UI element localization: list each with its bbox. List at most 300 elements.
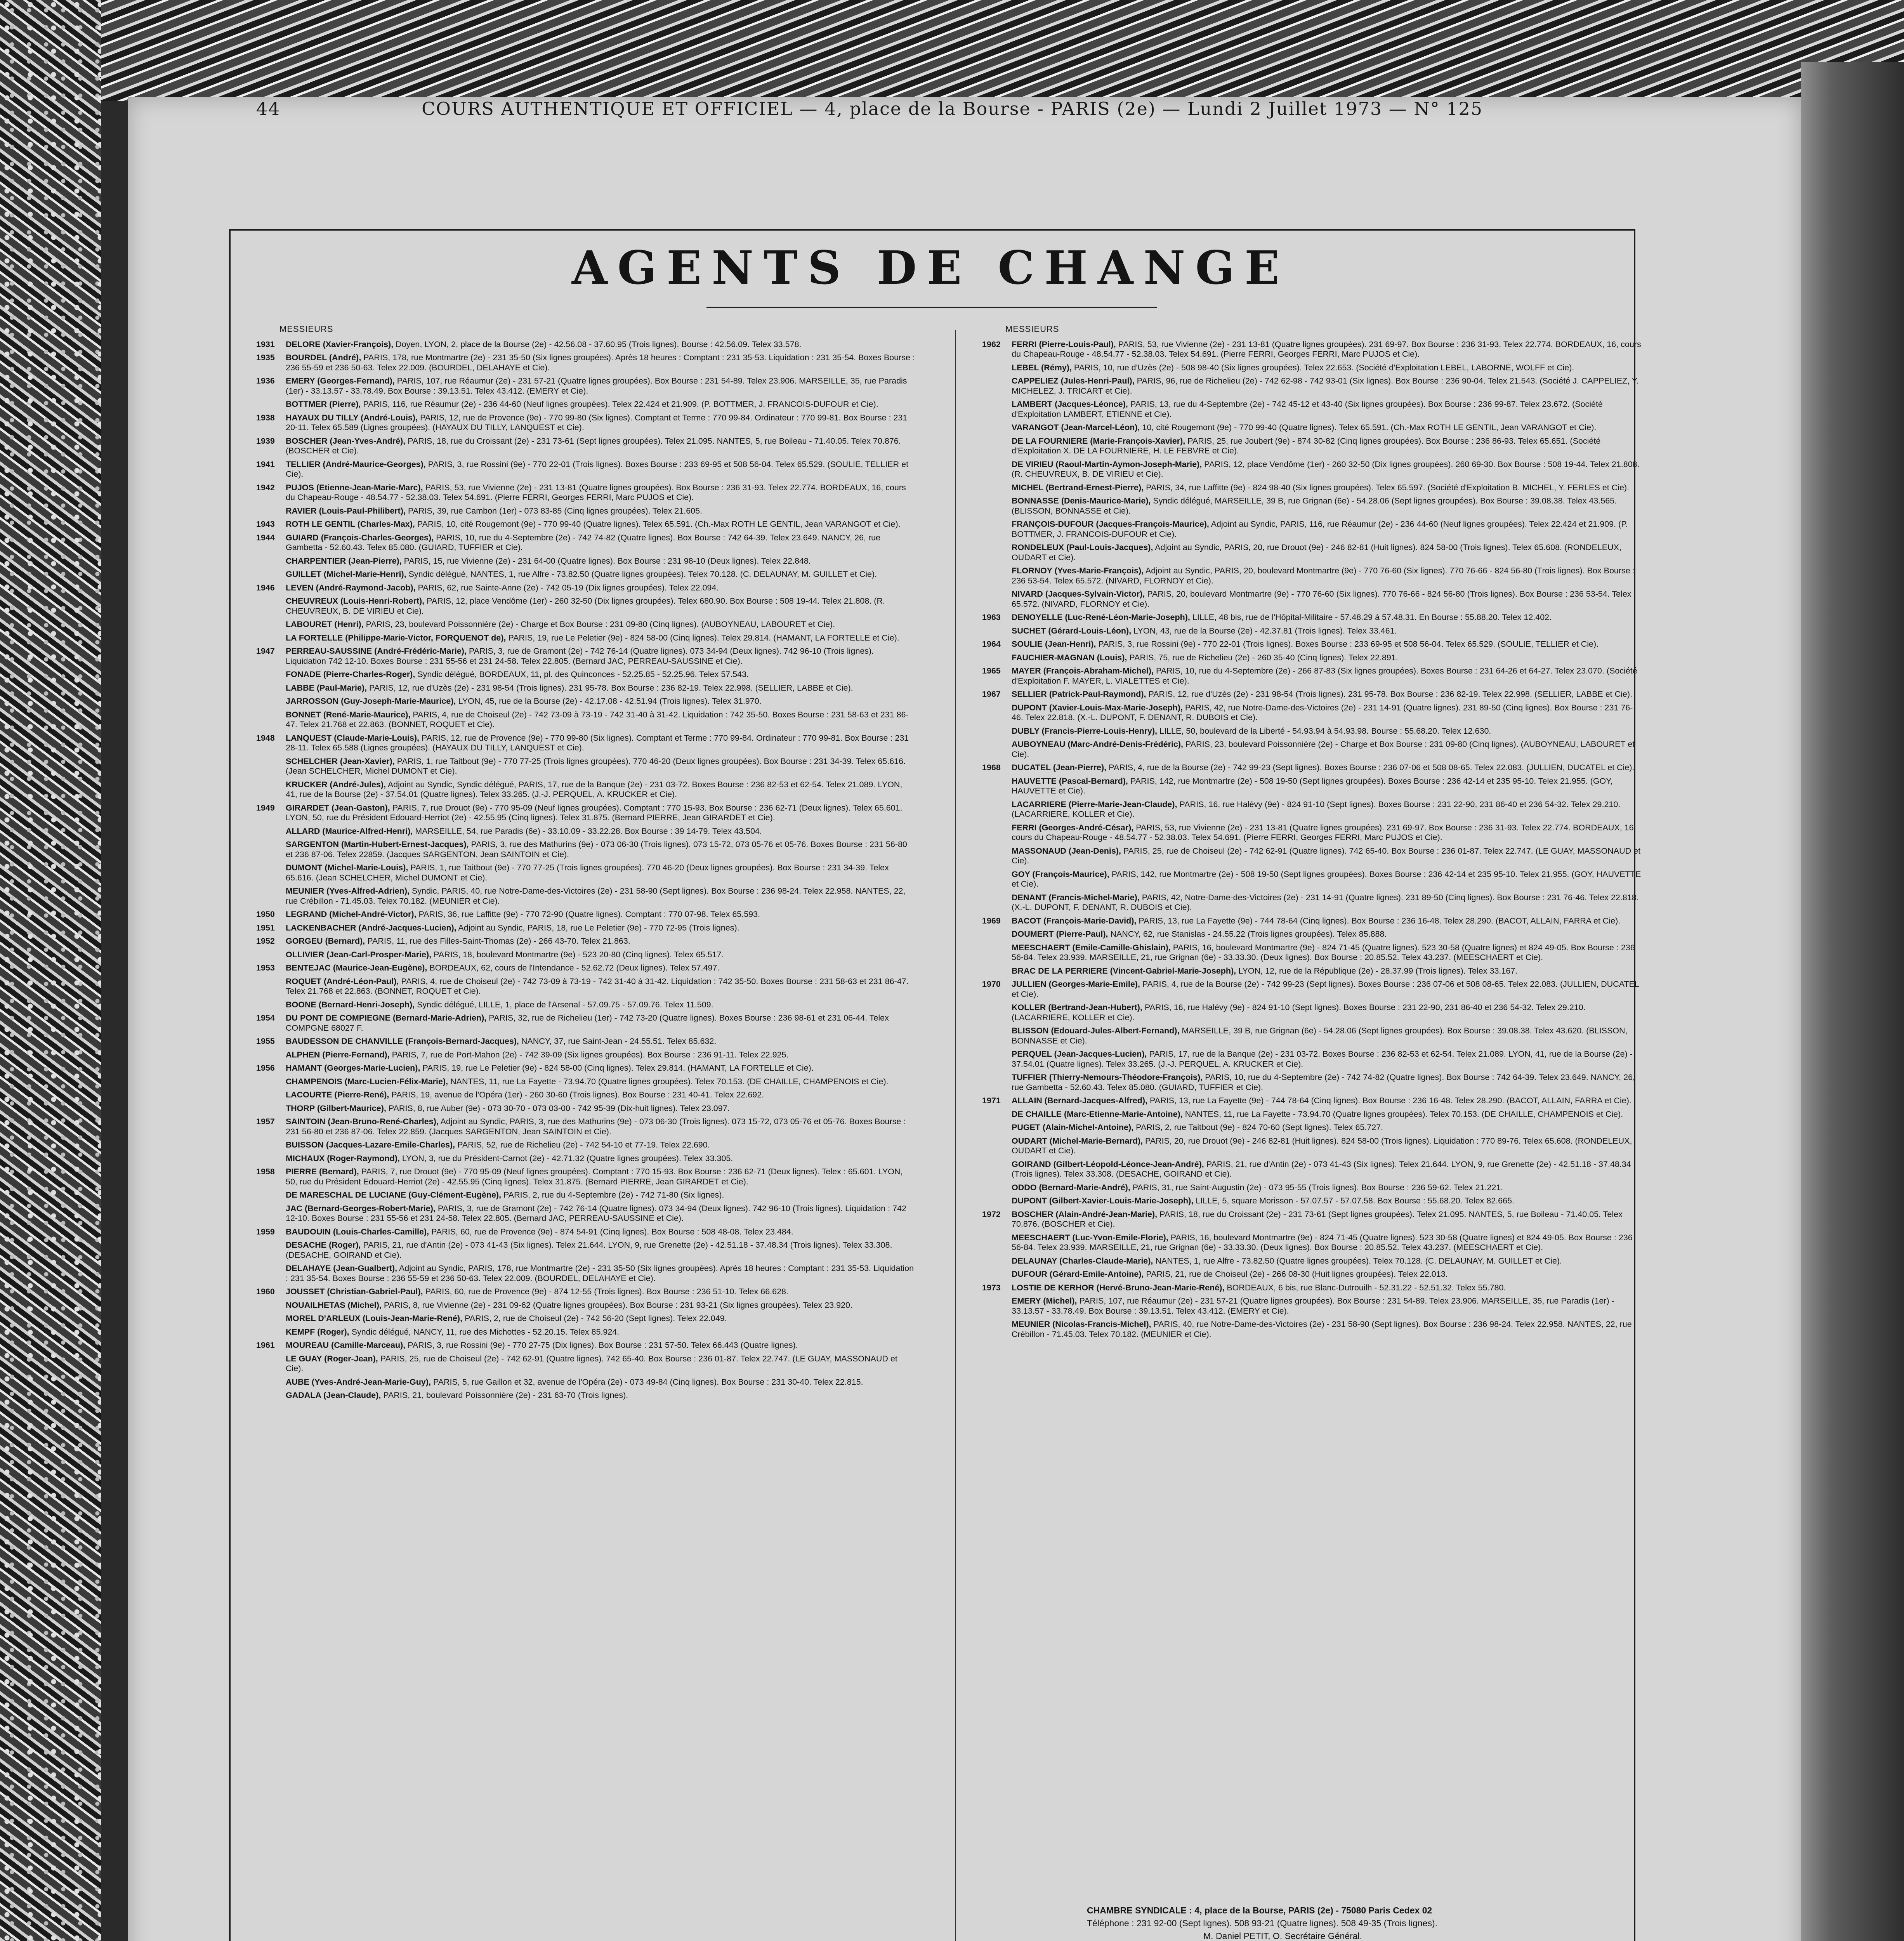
agent-entry [982, 1183, 1642, 1193]
agent-entry [982, 966, 1642, 976]
agent-entry [256, 1391, 916, 1401]
entry-name: DOUMERT (Pierre-Paul), [1012, 929, 1108, 939]
entry-year: 1968 [982, 763, 1001, 772]
entry-details: Adjoint au Syndic, Syndic délégué, PARIS, 17, rue de la Banque (2e) - 231 03-72. Boxes Bourse : 236 82-53 et 62-54. Telex 21.089. LYON, 41, rue de la Bourse (2e) - 37.54.01 (Quatre lignes). Telex 33.265. (J.-J. PERQUEL, A. KRUCKER et Cie). [286, 780, 903, 799]
entry-details: PARIS, 16, boulevard Montmartre (9e) - 824 71-45 (Quatre lignes). 523 30-58 (Quatre lignes) et 824 49-05. Box Bourse : 236 56-84. Telex 23.939. MARSEILLE, 21, rue Grignan (6e) - 33.33.30. (Deux lignes). Box Bourse : 20.85.52. Telex 43.237. (MEESCHAERT et Cie). [1012, 943, 1635, 962]
entry-details: PARIS, 34, rue Laffitte (9e) - 824 98-40 (Six lignes groupées). Telex 65.597. (Société d'Exploitation B. MICHEL, Y. FERLES et Cie). [1146, 483, 1630, 492]
entry-details: PARIS, 16, boulevard Montmartre (9e) - 824 71-45 (Quatre lignes). 523 30-58 (Quatre lignes) et 824 49-05. Box Bourse : 236 56-84. Telex 23.939. MARSEILLE, 21, rue Grignan (6e) - 33.33.30. (Deux lignes). Box Bourse : 20.85.52. Telex 43.237. (MEESCHAERT et Cie). [1012, 1233, 1633, 1252]
entry-name: BAUDESSON DE CHANVILLE (François-Bernard-Jacques), [286, 1036, 519, 1046]
entry-details: PARIS, 3, rue Rossini (9e) - 770 22-01 (Trois lignes). Boxes Bourse : 233 69-95 et 508 56-04. Telex 65.529. (SOULIE, TELLIER et Cie). [1098, 639, 1599, 649]
entry-details: PARIS, 32, rue de Richelieu (1er) - 742 73-20 (Quatre lignes). Boxes Bourse : 236 98-61 et 231 06-44. Telex COMPGNE 68027 F. [286, 1013, 889, 1033]
entry-details: PARIS, 52, rue de Richelieu (2e) - 742 54-10 et 77-19. Telex 22.690. [457, 1140, 710, 1149]
entry-name: DELORE (Xavier-François), [286, 339, 394, 349]
entry-name: BAUDOUIN (Louis-Charles-Camille), [286, 1227, 429, 1236]
entry-year: 1961 [256, 1340, 275, 1350]
entry-name: PUJOS (Etienne-Jean-Marie-Marc), [286, 483, 423, 492]
entry-name: ODDO (Bernard-Marie-André), [1012, 1182, 1130, 1192]
entry-name: DENANT (Francis-Michel-Marie), [1012, 892, 1140, 902]
entry-name: PIERRE (Bernard), [286, 1167, 359, 1176]
entry-year: 1950 [256, 910, 275, 919]
entry-name: CAPPELIEZ (Jules-Henri-Paul), [1012, 376, 1135, 385]
entry-name: OLLIVIER (Jean-Carl-Prosper-Marie), [286, 950, 432, 959]
agent-entry [256, 670, 916, 680]
entry-name: GIRARDET (Jean-Gaston), [286, 803, 390, 813]
entry-details: PARIS, 178, rue Montmartre (2e) - 231 35-50 (Six lignes groupées). Après 18 heures : Comptant : 231 35-53. Liquidation : 231 35-54. Boxes Bourse : 236 55-59 et 236 50-63. Telex 22.009. (BOURDEL, DELAHAYE et Cie). [286, 353, 915, 372]
entry-name: RAVIER (Louis-Paul-Philibert), [286, 506, 406, 516]
entry-details: PARIS, 60, rue de Provence (9e) - 874 12-55 (Trois lignes). Box Bourse : 236 51-10. Telex 66.628. [425, 1287, 788, 1296]
entry-details: PARIS, 25, rue de Choiseul (2e) - 742 62-91 (Quatre lignes). 742 65-40. Box Bourse : 236 01-87. Telex 22.747. (LE GUAY, MASSONAUD et Cie). [286, 1354, 897, 1373]
agent-entry [256, 1117, 916, 1137]
entry-details: PARIS, 8, rue Auber (9e) - 073 30-70 - 073 03-00 - 742 95-39 (Dix-huit lignes). Telex 23.097. [388, 1103, 730, 1113]
entry-details: PARIS, 12, rue de Provence (9e) - 770 99-80 (Six lignes). Comptant et Terme : 770 99-84. Ordinateur : 770 99-81. Box Bourse : 231 28-11. Telex 65.588 (Lignes groupées). (HAYAUX DU TILLY, LANQUEST et Cie). [286, 733, 909, 752]
entry-name: DE CHAILLE (Marc-Etienne-Marie-Antoine), [1012, 1109, 1183, 1119]
entry-details: PARIS, 53, rue Vivienne (2e) - 231 13-81 (Quatre lignes groupées). Box Bourse : 236 31-93. Telex 22.774. BORDEAUX, 16, cours du Chapeau-Rouge - 48.54.77 - 52.38.03. Telex 54.691. (Pierre FERRI, Georges FERRI, Marc PUJOS et Cie). [286, 483, 906, 502]
entry-details: Adjoint au Syndic, PARIS, 20, rue Drouot (9e) - 246 82-81 (Huit lignes). 824 58-00 (Trois lignes). Telex 65.608. (RONDELEUX, OUDART et Cie). [1012, 543, 1621, 562]
entry-details: PARIS, 21, boulevard Poissonnière (2e) - 231 63-70 (Trois lignes). [383, 1391, 628, 1400]
entry-details: Adjoint au Syndic, PARIS, 178, rue Montmartre (2e) - 231 35-50 (Six lignes groupées). Après 18 heures : Comptant : 231 35-53. Liquidation : 231 35-54. Boxes Bourse : 236 55-59 et 236 50-63. Telex 22.009. (BOURDEL, DELAHAYE et Cie). [286, 1264, 914, 1283]
entry-details: LYON, 43, rue de la Bourse (2e) - 42.37.81 (Trois lignes). Telex 33.461. [1133, 626, 1397, 635]
entry-name: MEESCHAERT (Luc-Yvon-Emile-Florie), [1012, 1233, 1168, 1242]
entry-details: BORDEAUX, 6 bis, rue Blanc-Dutrouilh - 52.31.22 - 52.51.32. Telex 55.780. [1227, 1283, 1506, 1292]
agent-entry [256, 1050, 916, 1060]
entry-year: 1931 [256, 339, 275, 349]
entry-details: PARIS, 36, rue Laffitte (9e) - 770 72-90 (Quatre lignes). Comptant : 770 07-98. Telex 65.593. [418, 910, 760, 919]
agent-entry [256, 583, 916, 593]
entry-details: PARIS, 19, rue Le Peletier (9e) - 824 58-00 (Cinq lignes). Telex 29.814. (HAMANT, LA FORTELLE et Cie). [422, 1063, 814, 1073]
entry-year: 1958 [256, 1167, 275, 1176]
entry-name: FAUCHIER-MAGNAN (Louis), [1012, 653, 1127, 662]
agent-entry [256, 1036, 916, 1047]
agent-entry [982, 823, 1642, 843]
entry-details: NANCY, 62, rue Stanislas - 24.55.22 (Trois lignes groupées). Telex 85.888. [1110, 929, 1387, 939]
entry-details: PARIS, 11, rue des Filles-Saint-Thomas (2e) - 266 43-70. Telex 21.863. [367, 936, 630, 946]
entry-details: PARIS, 142, rue Montmartre (2e) - 508 19-50 (Sept lignes groupées). Boxes Bourse : 236 42-14 et 235 95-10. Telex 21.955. (GOY, HAUVETTE et Cie). [1012, 776, 1613, 795]
entry-details: PARIS, 21, rue de Choiseul (2e) - 266 08-30 (Huit lignes groupées). Telex 22.013. [1146, 1269, 1448, 1279]
entry-details: PARIS, 7, rue Drouot (9e) - 770 95-09 (Neuf lignes groupées). Comptant : 770 15-93. Box Bourse : 236 62-71 (Deux lignes). Telex : 65.601. LYON, 50, rue du Président Edouard-Herriot (2e) - 42.55.95 (Cinq lignes). Telex 31.875. (Bernard PIERRE, Jean GIRARDET et Cie). [286, 1167, 903, 1186]
entry-year: 1942 [256, 483, 275, 492]
entry-details: NANTES, 11, rue La Fayette - 73.94.70 (Quatre lignes groupées). Telex 70.153. (DE CHAILLE, CHAMPENOIS et Cie). [1185, 1109, 1623, 1119]
entry-name: PERREAU-SAUSSINE (André-Frédéric-Marie), [286, 646, 467, 656]
left-column [256, 324, 916, 1941]
entry-name: DUBLY (Francis-Pierre-Louis-Henry), [1012, 726, 1158, 736]
entry-name: SOULIE (Jean-Henri), [1012, 639, 1096, 649]
entry-details: PARIS, 20, boulevard Montmartre (9e) - 770 76-60 (Six lignes). 770 76-66 - 824 56-80 (Trois lignes). Box Bourse : 236 53-54. Telex 65.572. (NIVARD, FLORNOY et Cie). [1012, 589, 1632, 609]
agent-entry [256, 1354, 916, 1374]
agent-entry [256, 1077, 916, 1087]
entry-name: BOONE (Bernard-Henri-Joseph), [286, 1000, 415, 1009]
entry-details: PARIS, 19, avenue de l'Opéra (1er) - 260 30-60 (Trois lignes). Box Bourse : 231 40-41. Telex 22.692. [391, 1090, 764, 1099]
agent-entry [256, 910, 916, 920]
agent-entry [256, 963, 916, 973]
entry-details: PARIS, 17, rue de la Banque (2e) - 231 03-72. Boxes Bourse : 236 82-53 et 62-54. Telex 21.089. LYON, 41, rue de la Bourse (2e) - 37.54.01 (Quatre lignes). Telex 33.265. (J.-J. PERQUEL, A. KRUCKER et Cie). [1012, 1049, 1633, 1069]
entry-name: DENOYELLE (Luc-René-Léon-Marie-Joseph), [1012, 613, 1190, 622]
entry-name: SARGENTON (Martin-Hubert-Ernest-Jacques), [286, 840, 469, 849]
running-title: COURS AUTHENTIQUE ET OFFICIEL — 4, place de la Bourse - PARIS (2e) — Lundi 2 Juillet 1973 — N° 125 [422, 98, 1483, 119]
messieurs-label: MESSIEURS [279, 324, 333, 334]
entry-details: Syndic délégué, LILLE, 1, place de l'Arsenal - 57.09.75 - 57.09.76. Telex 11.509. [417, 1000, 713, 1009]
entry-name: BLISSON (Edouard-Jules-Albert-Fernand), [1012, 1026, 1180, 1035]
agent-entry [256, 436, 916, 456]
entry-details: PARIS, 2, rue de Choiseul (2e) - 742 56-20 (Sept lignes). Telex 22.049. [465, 1314, 727, 1323]
agent-entry [982, 1283, 1642, 1293]
agent-entry [256, 757, 916, 776]
entry-details: PARIS, 10, rue du 4-Septembre (2e) - 742 74-82 (Quatre lignes). Box Bourse : 742 64-39. Telex 23.649. NANCY, 26, rue Gambetta - 52.60.43. Telex 85.080. (GUIARD, TUFFIER et Cie). [1012, 1073, 1635, 1092]
entry-year: 1935 [256, 353, 275, 362]
agent-entry [256, 556, 916, 566]
agent-entry [982, 916, 1642, 926]
entry-name: CHEUVREUX (Louis-Henri-Robert), [286, 596, 425, 606]
agent-entry [982, 1296, 1642, 1316]
agent-entry [256, 1000, 916, 1010]
agent-entry [256, 1104, 916, 1114]
entry-details: PARIS, 10, rue d'Uzès (2e) - 508 98-40 (Six lignes groupées). Telex 22.653. (Société d'Exploitation LEBEL, LABORNE, WOLFF et Cie). [1074, 363, 1574, 372]
entry-details: Adjoint au Syndic, PARIS, 18, rue Le Peletier (9e) - 770 72-95 (Trois lignes). [458, 923, 739, 932]
entry-name: DUMONT (Michel-Marie-Louis), [286, 863, 408, 872]
entry-name: VARANGOT (Jean-Marcel-Léon), [1012, 423, 1140, 432]
entry-year: 1953 [256, 963, 275, 972]
entry-name: FERRI (Georges-André-César), [1012, 823, 1134, 832]
entry-name: CHARPENTIER (Jean-Pierre), [286, 556, 402, 566]
marbled-binding-top [62, 0, 1904, 101]
entry-year: 1944 [256, 533, 275, 542]
entry-name: DE VIRIEU (Raoul-Martin-Aymon-Joseph-Marie), [1012, 459, 1202, 469]
entry-details: PARIS, 21, rue d'Antin (2e) - 073 41-43 (Six lignes). Telex 21.644. LYON, 9, rue Grenette (2e) - 42.51.18 - 37.48.34 (Trois lignes). Telex 33.308. (DESACHE, GOIRAND et Cie). [286, 1240, 892, 1260]
entry-name: FERRI (Pierre-Louis-Paul), [1012, 339, 1116, 349]
entry-name: KEMPF (Roger), [286, 1327, 349, 1337]
agent-entry [982, 460, 1642, 479]
entry-details: PARIS, 3, rue de Gramont (2e) - 742 76-14 (Quatre lignes). 073 34-94 (Deux lignes). 742 96-10 (Trois lignes). Liquidation 742 12-10. Boxes Bourse : 231 55-56 et 231 24-58. Telex 22.805. (Bernard JAC, PERREAU-SAUSSINE et Cie). [286, 646, 874, 666]
agent-entry [982, 566, 1642, 586]
entry-details: PARIS, 4, rue de la Bourse (2e) - 742 99-23 (Sept lignes). Boxes Bourse : 236 07-06 et 508 08-65. Telex 22.083. (JULLIEN, DUCATEL et Cie). [1109, 763, 1635, 772]
entry-details: PARIS, 10, rue du 4-Septembre (2e) - 266 87-83 (Six lignes groupées). Boxes Bourse : 231 64-26 et 64-27. Telex 23.070. (Société d'Exploitation F. MAYER, L. VIALETTES et Cie). [1012, 666, 1637, 686]
entry-details: Adjoint au Syndic, PARIS, 3, rue des Mathurins (9e) - 073 06-30 (Trois lignes). 073 15-72, 073 05-76 et 05-76. Boxes Bourse : 231 56-80 et 236 87-06. Telex 22.859. (Jacques SARGENTON, Jean SAINTOIN et Cie). [286, 1117, 906, 1136]
agent-entry [256, 1314, 916, 1324]
entry-name: MEUNIER (Yves-Alfred-Adrien), [286, 886, 410, 896]
agent-entry [256, 1377, 916, 1387]
entry-details: PARIS, 53, rue Vivienne (2e) - 231 13-81 (Quatre lignes groupées). 231 69-97. Box Bourse : 236 31-93. Telex 22.774. BORDEAUX, 16, cours du Chapeau-Rouge - 48.54.77 - 52.38.03. Telex 54.691. (Pierre FERRI, Georges FERRI, Marc PUJOS et Cie). [1012, 339, 1641, 359]
agent-entry [256, 710, 916, 730]
chambre-syndicale-block [986, 1904, 1630, 1941]
entry-details: Adjoint au Syndic, PARIS, 20, boulevard Montmartre (9e) - 770 76-60 (Six lignes). 770 76-66 - 824 56-80 (Trois lignes). Box Bourse : 236 53-54. Telex 65.572. (NIVARD, FLORNOY et Cie). [1012, 566, 1635, 585]
entry-year: 1967 [982, 689, 1001, 699]
entry-name: THORP (Gilbert-Maurice), [286, 1103, 386, 1113]
entry-year: 1938 [256, 413, 275, 422]
entry-name: LEBEL (Rémy), [1012, 363, 1072, 372]
entry-name: LACARRIERE (Pierre-Marie-Jean-Claude), [1012, 799, 1177, 809]
entry-year: 1969 [982, 916, 1001, 925]
entry-details: PARIS, 107, rue Réaumur (2e) - 231 57-21 (Quatre lignes groupées). Box Bourse : 231 54-89. Telex 23.906. MARSEILLE, 35, rue Paradis (1er) - 33.13.57 - 33.78.49. Box Bourse : 39.13.51. Telex 43.412. (EMERY et Cie). [1012, 1296, 1614, 1316]
marbled-binding-left [0, 0, 101, 1941]
entry-name: MOUREAU (Camille-Marceau), [286, 1340, 406, 1350]
agent-entry [982, 1123, 1642, 1133]
entry-name: LABBE (Paul-Marie), [286, 683, 367, 693]
agent-entry [256, 826, 916, 837]
entry-year: 1957 [256, 1117, 275, 1126]
agent-entry [982, 870, 1642, 889]
entry-name: ALLARD (Maurice-Alfred-Henri), [286, 826, 413, 836]
entry-details: PARIS, 107, rue Réaumur (2e) - 231 57-21 (Quatre lignes groupées). Box Bourse : 231 54-89. Telex 23.906. MARSEILLE, 35, rue Paradis (1er) - 33.13.57 - 33.78.49. Box Bourse : 39.13.51. Telex 43.412. (EMERY et Cie). [286, 376, 907, 396]
agent-entry [982, 1256, 1642, 1266]
entry-name: GOY (François-Maurice), [1012, 869, 1109, 879]
agent-entry [982, 543, 1642, 563]
entry-name: BONNASSE (Denis-Maurice-Marie), [1012, 496, 1151, 505]
entry-name: LACOURTE (Pierre-René), [286, 1090, 389, 1099]
entry-details: PARIS, 42, Notre-Dame-des-Victoires (2e) - 231 14-91 (Quatre lignes). 231 89-50 (Cinq lignes). Box Bourse : 231 76-46. Telex 22.818. (X.-L. DUPONT, F. DENANT, R. DUBOIS et Cie). [1012, 892, 1639, 912]
agent-entry [982, 376, 1642, 396]
agent-entry [256, 1167, 916, 1187]
agent-entry [256, 353, 916, 373]
entry-details: NANCY, 37, rue Saint-Jean - 24.55.51. Telex 85.632. [521, 1036, 717, 1046]
agent-entry [982, 340, 1642, 359]
agent-entry [982, 929, 1642, 939]
entry-details: PARIS, 1, rue Taitbout (9e) - 770 77-25 (Trois lignes groupées). 770 46-20 (Deux lignes groupées). Box Bourse : 231 34-39. Telex 65.616. (Jean SCHELCHER, Michel DUMONT et Cie). [286, 756, 906, 776]
agent-entry [982, 589, 1642, 609]
agent-entry [256, 1340, 916, 1351]
agent-entry [982, 1319, 1642, 1339]
entry-year: 1954 [256, 1013, 275, 1023]
entry-year: 1939 [256, 436, 275, 446]
entry-details: PARIS, 13, rue La Fayette (9e) - 744 78-64 (Cinq lignes). Box Bourse : 236 16-48. Telex 28.290. (BACOT, ALLAIN, FARRA et Cie). [1150, 1096, 1632, 1105]
agent-entry [256, 340, 916, 350]
entry-name: DELAUNAY (Charles-Claude-Marie), [1012, 1256, 1153, 1266]
entry-details: PARIS, 13, rue du 4-Septembre (2e) - 742 45-12 et 43-40 (Six lignes groupées). Box Bourse : 236 99-87. Telex 23.672. (Société d'Exploitation LAMBERT, ETIENNE et Cie). [1012, 399, 1603, 419]
entry-name: DESACHE (Roger), [286, 1240, 361, 1250]
agent-entry [982, 496, 1642, 516]
entry-details: PARIS, 42, rue Notre-Dame-des-Victoires (2e) - 231 14-91 (Quatre lignes). 231 89-50 (Cinq lignes). Box Bourse : 231 76-46. Telex 22.818. (X.-L. DUPONT, F. DENANT, R. DUBOIS et Cie). [1012, 703, 1633, 722]
entry-details: PARIS, 62, rue Sainte-Anne (2e) - 742 05-19 (Dix lignes groupées). Telex 22.094. [418, 583, 719, 592]
entry-name: GADALA (Jean-Claude), [286, 1391, 381, 1400]
entry-year: 1955 [256, 1036, 275, 1046]
entry-details: LYON, 12, rue de la République (2e) - 28.37.99 (Trois lignes). Telex 33.167. [1238, 966, 1518, 976]
entry-name: BACOT (François-Marie-David), [1012, 916, 1137, 925]
entry-name: GOIRAND (Gilbert-Léopold-Léonce-Jean-André), [1012, 1159, 1204, 1169]
entry-name: HAUVETTE (Pascal-Bernard), [1012, 776, 1128, 786]
entry-year: 1965 [982, 666, 1001, 675]
entry-name: MASSONAUD (Jean-Denis), [1012, 846, 1121, 856]
entry-name: GORGEU (Bernard), [286, 936, 365, 946]
syndicale-phone: Téléphone : 231 92-00 (Sept lignes). 508 93-21 (Quatre lignes). 508 49-35 (Trois lignes). [1087, 1918, 1438, 1928]
entry-name: HAMANT (Georges-Marie-Lucien), [286, 1063, 420, 1073]
entry-details: Syndic délégué, MARSEILLE, 39 B, rue Grignan (6e) - 54.28.06 (Sept lignes groupées). Box Bourse : 39.08.38. Telex 43.565. (BLISSON, BONNASSE et Cie). [1012, 496, 1617, 516]
entry-details: PARIS, 5, rue Gaillon et 32, avenue de l'Opéra (2e) - 073 49-84 (Cinq lignes). Box Bourse : 231 30-40. Telex 22.815. [433, 1377, 863, 1387]
agent-entry [982, 519, 1642, 539]
entry-year: 1963 [982, 613, 1001, 622]
entry-details: PARIS, 12, place Vendôme (1er) - 260 32-50 (Dix lignes groupées). Telex 680.90. Box Bourse : 508 19-44. Telex 21.808. (R. CHEUVREUX, B. DE VIRIEU et Cie). [286, 596, 885, 616]
agent-entry [256, 1264, 916, 1283]
entry-name: LA FORTELLE (Philippe-Marie-Victor, FORQUENOT de), [286, 633, 506, 642]
entry-details: PARIS, 75, rue de Richelieu (2e) - 260 35-40 (Cinq lignes). Telex 22.891. [1129, 653, 1398, 662]
entry-details: PARIS, 8, rue Vivienne (2e) - 231 09-62 (Quatre lignes groupées). Box Bourse : 231 93-21 (Six lignes groupées). Telex 23.920. [384, 1300, 852, 1310]
entry-details: Syndic délégué, BORDEAUX, 11, pl. des Quinconces - 52.25.85 - 52.25.96. Telex 57.543. [417, 670, 749, 679]
agent-entry [982, 483, 1642, 493]
entry-name: BOURDEL (André), [286, 353, 361, 362]
entry-name: ALPHEN (Pierre-Fernand), [286, 1050, 390, 1059]
entry-name: GUIARD (François-Charles-Georges), [286, 533, 434, 542]
entry-details: PARIS, 60, rue de Provence (9e) - 874 54-91 (Cinq lignes). Box Bourse : 508 48-08. Telex 23.484. [431, 1227, 793, 1236]
entry-year: 1960 [256, 1287, 275, 1296]
entry-name: LABOURET (Henri), [286, 620, 364, 629]
entry-name: DELAHAYE (Jean-Gualbert), [286, 1264, 397, 1273]
entry-year: 1972 [982, 1209, 1001, 1219]
page-number: 44 [256, 98, 281, 119]
agent-entry [256, 1327, 916, 1337]
agent-entry [256, 413, 916, 433]
entry-details: Adjoint au Syndic, PARIS, 116, rue Réaumur (2e) - 236 44-60 (Neuf lignes groupées). Telex 22.424 et 21.909. (P. BOTTMER, J. FRANCOIS-DUFOUR et Cie). [1012, 519, 1628, 539]
agent-entry [256, 803, 916, 823]
entry-name: DE LA FOURNIERE (Marie-François-Xavier), [1012, 436, 1185, 446]
agent-entry [256, 1287, 916, 1297]
entry-year: 1970 [982, 979, 1001, 989]
entry-year: 1936 [256, 376, 275, 385]
entry-name: TELLIER (André-Maurice-Georges), [286, 459, 426, 469]
agent-entry [256, 950, 916, 960]
agent-entry [982, 1003, 1642, 1023]
entry-year: 1971 [982, 1096, 1001, 1105]
agent-entry [982, 653, 1642, 663]
entry-name: RONDELEUX (Paul-Louis-Jacques), [1012, 543, 1153, 552]
entry-name: ROTH LE GENTIL (Charles-Max), [286, 519, 415, 529]
entry-details: 10, cité Rougemont (9e) - 770 99-40 (Quatre lignes). Telex 65.591. (Ch.-Max ROTH LE GENTIL, Jean VARANGOT et Cie). [1142, 423, 1597, 432]
entry-year: 1941 [256, 459, 275, 469]
agent-entry [256, 1140, 916, 1150]
entry-name: SCHELCHER (Jean-Xavier), [286, 756, 395, 766]
agent-entry [256, 780, 916, 800]
agent-entry [982, 363, 1642, 373]
entry-details: PARIS, 18, rue du Croissant (2e) - 231 73-61 (Sept lignes groupées). Telex 21.095. NANTES, 5, rue Boileau - 71.40.05. Telex 70.876. (BOSCHER et Cie). [1012, 1209, 1623, 1229]
entry-details: Syndic délégué, NANTES, 1, rue Alfre - 73.82.50 (Quatre lignes groupées). Telex 70.128. (C. DELAUNAY, M. GUILLET et Cie). [408, 569, 877, 579]
entry-details: PARIS, 21, rue d'Antin (2e) - 073 41-43 (Six lignes). Telex 21.644. LYON, 9, rue Grenette (2e) - 42.51.18 - 37.48.34 (Trois lignes). Telex 33.308. (DESACHE, GOIRAND et Cie). [1012, 1159, 1631, 1179]
entry-details: PARIS, 2, rue Taitbout (9e) - 824 70-60 (Sept lignes). Telex 65.727. [1136, 1123, 1383, 1132]
entry-name: DUFOUR (Gérard-Emile-Antoine), [1012, 1269, 1144, 1279]
entry-name: NOUAILHETAS (Michel), [286, 1300, 382, 1310]
entry-name: DUPONT (Gilbert-Xavier-Louis-Marie-Joseph), [1012, 1196, 1194, 1205]
agent-entry [982, 1049, 1642, 1069]
entry-name: AUBE (Yves-André-Jean-Marie-Guy), [286, 1377, 431, 1387]
entry-name: LE GUAY (Roger-Jean), [286, 1354, 378, 1363]
entry-name: DUPONT (Xavier-Louis-Max-Marie-Joseph), [1012, 703, 1183, 712]
entry-details: PARIS, 40, rue Notre-Dame-des-Victoires (2e) - 231 58-90 (Sept lignes). Box Bourse : 236 98-24. Telex 22.958. NANTES, 22, rue Crébillon - 71.45.03. Telex 70.182. (MEUNIER et Cie). [1012, 1319, 1632, 1339]
agent-entry [256, 596, 916, 616]
entry-name: GUILLET (Michel-Marie-Henri), [286, 569, 406, 579]
entry-name: JARROSSON (Guy-Joseph-Marie-Maurice), [286, 696, 456, 706]
entry-name: MAYER (François-Abraham-Michel), [1012, 666, 1154, 675]
entry-name: TUFFIER (Thierry-Nemours-Théodore-François), [1012, 1073, 1203, 1082]
entry-name: SUCHET (Gérard-Louis-Léon), [1012, 626, 1132, 635]
agent-entry [982, 1160, 1642, 1179]
entry-name: DU PONT DE COMPIEGNE (Bernard-Marie-Adrien), [286, 1013, 487, 1023]
entry-details: PARIS, 12, rue d'Uzès (2e) - 231 98-54 (Trois lignes). 231 95-78. Box Bourse : 236 82-19. Telex 22.998. (SELLIER, LABBE et Cie). [1148, 689, 1633, 699]
agent-entry [256, 936, 916, 946]
agent-entry [256, 620, 916, 630]
entry-name: SAINTOIN (Jean-Bruno-René-Charles), [286, 1117, 439, 1126]
entry-details: LILLE, 5, square Morisson - 57.07.57 - 57.07.58. Box Bourse : 55.68.20. Telex 82.665. [1196, 1196, 1514, 1205]
agent-entry [982, 943, 1642, 963]
entry-details: PARIS, 116, rue Réaumur (2e) - 236 44-60 (Neuf lignes groupées). Telex 22.424 et 21.909. (P. BOTTMER, J. FRANCOIS-DUFOUR et Cie). [363, 399, 878, 409]
agent-entry [256, 483, 916, 503]
entry-name: BRAC DE LA PERRIERE (Vincent-Gabriel-Marie-Joseph), [1012, 966, 1236, 976]
entry-name: SELLIER (Patrick-Paul-Raymond), [1012, 689, 1146, 699]
entry-name: MOREL D'ARLEUX (Louis-Jean-Marie-René), [286, 1314, 463, 1323]
agent-entry [982, 846, 1642, 866]
entry-details: PARIS, 3, rue Rossini (9e) - 770 22-01 (Trois lignes). Boxes Bourse : 233 69-95 et 508 56-04. Telex 65.529. (SOULIE, TELLIER et Cie). [286, 459, 909, 479]
entry-details: PARIS, 16, rue Halévy (9e) - 824 91-10 (Sept lignes). Boxes Bourse : 231 22-90, 231 86-40 et 236 54-32. Telex 29.210. (LACARRIERE, KOLLER et Cie). [1012, 799, 1621, 819]
page-title: AGENTS DE CHANGE [571, 241, 1290, 295]
agent-entry [982, 1026, 1642, 1046]
entry-details: PARIS, 12, rue de Provence (9e) - 770 99-80 (Six lignes). Comptant et Terme : 770 99-84. Ordinateur : 770 99-81. Box Bourse : 231 20-11. Telex 65.589 (Lignes groupées). (HAYAUX DU TILLY, LANQUEST et Cie). [286, 413, 908, 432]
entry-name: HAYAUX DU TILLY (André-Louis), [286, 413, 418, 422]
agent-entry [256, 696, 916, 707]
agent-entry [256, 1240, 916, 1260]
agent-entry [256, 1227, 916, 1237]
entry-name: EMERY (Michel), [1012, 1296, 1077, 1306]
entry-year: 1943 [256, 519, 275, 529]
entry-name: NIVARD (Jacques-Sylvain-Victor), [1012, 589, 1145, 599]
agent-entry [982, 666, 1642, 686]
agent-entry [982, 1136, 1642, 1156]
agent-list-left [256, 340, 916, 1401]
running-header [256, 93, 1483, 124]
entry-name: MICHEL (Bertrand-Ernest-Pierre), [1012, 483, 1144, 492]
agent-entry [982, 1210, 1642, 1229]
messieurs-label: MESSIEURS [1005, 324, 1059, 334]
agent-entry [982, 626, 1642, 636]
entry-details: PARIS, 7, rue de Port-Mahon (2e) - 742 39-09 (Six lignes groupées). Box Bourse : 236 91-11. Telex 22.925. [392, 1050, 789, 1059]
entry-details: PARIS, 12, rue d'Uzès (2e) - 231 98-54 (Trois lignes). 231 95-78. Box Bourse : 236 82-19. Telex 22.998. (SELLIER, LABBE et Cie). [369, 683, 853, 693]
entry-details: PARIS, 1, rue Taitbout (9e) - 770 77-25 (Trois lignes groupées). 770 46-20 (Deux lignes groupées). Box Bourse : 231 34-39. Telex 65.616. (Jean SCHELCHER, Michel DUMONT et Cie). [286, 863, 889, 882]
entry-name: JOUSSET (Christian-Gabriel-Paul), [286, 1287, 423, 1296]
agent-entry [982, 1096, 1642, 1106]
entry-details: Syndic, PARIS, 40, rue Notre-Dame-des-Victoires (2e) - 231 58-90 (Sept lignes). Box Bourse : 236 98-24. Telex 22.958. NANTES, 22, rue Crébillon - 71.45.03. Telex 70.182. (MEUNIER et Cie). [286, 886, 906, 906]
agent-entry [256, 519, 916, 530]
agent-entry [256, 533, 916, 553]
entry-name: BOTTMER (Pierre), [286, 399, 361, 409]
entry-details: Doyen, LYON, 2, place de la Bourse (2e) - 42.56.08 - 37.60.95 (Trois lignes). Bourse : 42.56.09. Telex 33.578. [396, 339, 802, 349]
title-rule [706, 307, 1157, 308]
entry-details: PARIS, 7, rue Drouot (9e) - 770 95-09 (Neuf lignes groupées). Comptant : 770 15-93. Box Bourse : 236 62-71 (Deux lignes). Telex 65.601. LYON, 50, rue du Président Edouard-Herriot (2e) - 42.55.95 (Cinq lignes). Telex 31.875. (Bernard PIERRE, Jean GIRARDET et Cie). [286, 803, 903, 822]
agent-entry [982, 703, 1642, 723]
entry-name: LACKENBACHER (André-Jacques-Lucien), [286, 923, 456, 932]
entry-details: PARIS, 53, rue Vivienne (2e) - 231 13-81 (Quatre lignes groupées). 231 69-97. Box Bourse : 236 31-93. Telex 22.774. BORDEAUX, 16, cours du Chapeau-Rouge - 48.54.77 - 52.38.03. Telex 54.691. (Pierre FERRI, Georges FERRI, Marc PUJOS et Cie). [1012, 823, 1636, 842]
agent-entry [256, 923, 916, 933]
entry-details: PARIS, 18, rue du Croissant (2e) - 231 73-61 (Sept lignes groupées). Telex 21.095. NANTES, 5, rue Boileau - 71.40.05. Telex 70.876. (BOSCHER et Cie). [286, 436, 901, 455]
entry-details: NANTES, 1, rue Alfre - 73.82.50 (Quatre lignes groupées). Telex 70.128. (C. DELAUNAY, M. GUILLET et Cie). [1155, 1256, 1562, 1266]
entry-name: ROQUET (André-Léon-Paul), [286, 976, 399, 986]
agent-entry [256, 886, 916, 906]
agent-entry [256, 1204, 916, 1224]
syndicale-title: CHAMBRE SYNDICALE : 4, place de la Bourse, PARIS (2e) - 75080 Paris Cedex 02 [1087, 1905, 1432, 1915]
agent-entry [256, 506, 916, 516]
entry-name: BUISSON (Jacques-Lazare-Emile-Charles), [286, 1140, 455, 1149]
entry-name: JULLIEN (Georges-Marie-Emile), [1012, 979, 1140, 989]
agent-entry [256, 1190, 916, 1200]
agent-entry [982, 689, 1642, 700]
agent-entry [256, 1063, 916, 1073]
agent-entry [982, 893, 1642, 913]
entry-name: EMERY (Georges-Fernand), [286, 376, 395, 385]
entry-name: LEVEN (André-Raymond-Jacob), [286, 583, 416, 592]
agent-entry [256, 1154, 916, 1164]
entry-name: DUCATEL (Jean-Pierre), [1012, 763, 1107, 772]
entry-name: FLORNOY (Yves-Marie-François), [1012, 566, 1144, 575]
entry-name: KRUCKER (André-Jules), [286, 780, 386, 789]
entry-details: PARIS, 3, rue de Gramont (2e) - 742 76-14 (Quatre lignes). 073 34-94 (Deux lignes). 742 96-10 (Trois lignes). Liquidation : 742 12-10. Boxes Bourse : 231 55-56 et 231 24-58. Telex 22.805. (Bernard JAC, PERREAU-SAUSSINE et Cie). [286, 1203, 906, 1223]
entry-name: BOSCHER (Jean-Yves-André), [286, 436, 406, 446]
entry-name: OUDART (Michel-Marie-Bernard), [1012, 1136, 1143, 1146]
syndicale-person: M. Daniel PETIT, O. Secrétaire Général. [1203, 1931, 1362, 1941]
agent-entry [982, 613, 1642, 623]
entry-name: PERQUEL (Jean-Jacques-Lucien), [1012, 1049, 1147, 1059]
agent-entry [256, 1090, 916, 1100]
